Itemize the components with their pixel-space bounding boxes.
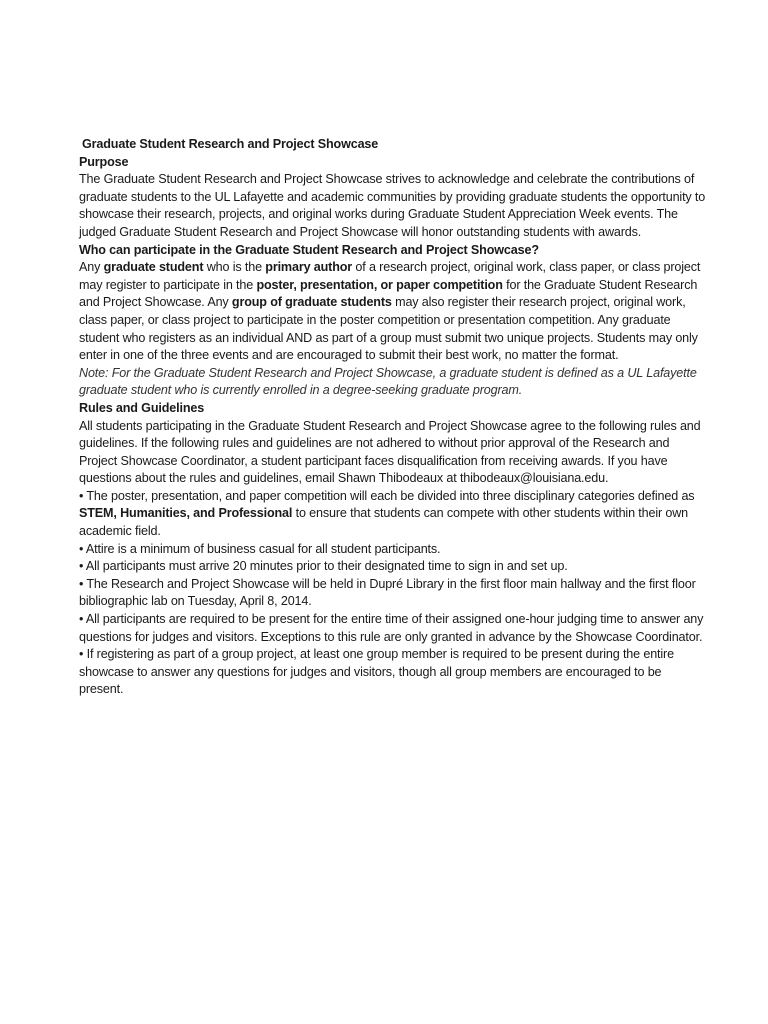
text-run: Any <box>79 260 104 275</box>
rules-bullet-arrival: • All participants must arrive 20 minutes prior to their designated time to sign in and set up. <box>79 559 568 574</box>
rules-bullet-attire: • Attire is a minimum of business casual for all student participants. <box>79 541 441 556</box>
bold-run: poster, presentation, or paper competition <box>256 277 503 292</box>
purpose-paragraph: The Graduate Student Research and Project Showcase strives to acknowledge and celebrate the contributions of graduate students to the UL Lafayette and academic communities by providing graduate students the opportunity to showcase their research, projects, and original works during Graduate Student Appreciation Week events. The judged Graduate Student Research and Project Showcase will honor outstanding students with awards. <box>79 172 706 239</box>
rules-bullet-categories <box>79 488 707 541</box>
text-run: • The poster, presentation, and paper competition will each be divided into three disciplinary categories defined as <box>79 488 695 503</box>
bold-run: STEM, Humanities, and Professional <box>79 506 293 521</box>
bold-run: graduate student <box>103 260 204 275</box>
text-run: may also register their research project, original work, class paper, or class project to participate in the poster competition or presentation competition. Any graduate student who registers as an individual AND as part of a group must submit two unique projects. Students may only enter in one of the three events and are encouraged to submit their best work, no matter the format. <box>79 295 698 363</box>
text-run: to ensure that students can compete with other students within their own academic field. <box>79 506 689 539</box>
purpose-heading: Purpose <box>79 154 129 169</box>
rules-bullet-group-presence: • If registering as part of a group project, at least one group member is required to be present during the entire showcase to answer any questions for judges and visitors, though all group members are encouraged to be present. <box>79 647 674 697</box>
bold-run: group of graduate students <box>231 295 392 310</box>
document-body <box>79 136 707 699</box>
document-title: Graduate Student Research and Project Showcase <box>82 137 379 151</box>
who-can-participate-paragraph <box>79 259 707 365</box>
text-run: who is the <box>203 260 266 275</box>
text-run: of a research project, original work, class paper, or class project may register to participate in the <box>79 260 701 292</box>
bold-run: primary author <box>265 260 353 275</box>
text-run: for the Graduate Student Research and Project Showcase. Any <box>79 277 698 310</box>
rules-bullet-judging-time: • All participants are required to be present for the entire time of their assigned one-hour judging time to answer any questions for judges and visitors. Exceptions to this rule are only granted in advance by the Showcase Coordinator. <box>79 612 704 644</box>
rules-intro-paragraph: All students participating in the Graduate Student Research and Project Showcase agree to the following rules and guidelines. If the following rules and guidelines are not adhered to without prior approval of the Research and Project Showcase Coordinator, a student participant faces disqualification from receiving awards. If you have questions about the rules and guidelines, email Shawn Thibodeaux at thibodeaux@louisiana.edu. <box>79 418 701 486</box>
who-can-participate-heading: Who can participate in the Graduate Student Research and Project Showcase? <box>79 242 539 257</box>
rules-bullet-location: • The Research and Project Showcase will be held in Dupré Library in the first floor main hallway and the first floor bibliographic lab on Tuesday, April 8, 2014. <box>79 576 696 609</box>
rules-heading: Rules and Guidelines <box>79 400 205 415</box>
eligibility-note: Note: For the Graduate Student Research and Project Showcase, a graduate student is defined as a UL Lafayette graduate student who is currently enrolled in a degree-seeking graduate program. <box>79 365 697 398</box>
